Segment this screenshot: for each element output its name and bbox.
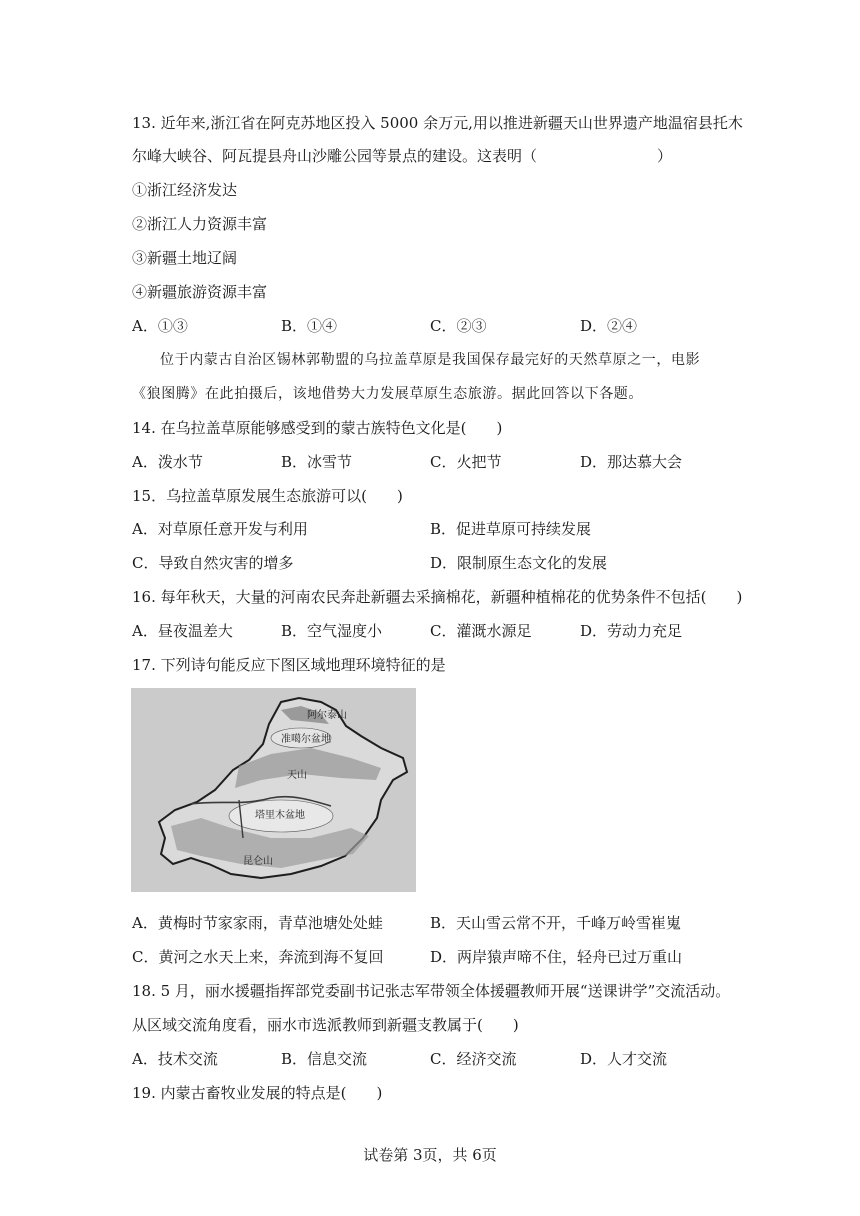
- q18-option-a: A．技术交流: [132, 1050, 218, 1068]
- q15-option-d: D．限制原生态文化的发展: [430, 554, 608, 572]
- q13-item-2: ②浙江人力资源丰富: [132, 215, 268, 233]
- q15-stem: 15．乌拉盖草原发展生态旅游可以( ): [132, 487, 403, 505]
- q17-option-b: B．天山雪云常不开，千峰万岭雪崔嵬: [430, 914, 682, 932]
- q18-option-b: B．信息交流: [281, 1050, 368, 1068]
- q17-option-c: C．黄河之水天上来，奔流到海不复回: [132, 948, 384, 966]
- q15-option-b: B．促进草原可持续发展: [430, 520, 592, 538]
- q17-option-d: D．两岸猿声啼不住，轻舟已过万重山: [430, 948, 683, 966]
- map-label-altai: 阿尔泰山: [307, 710, 347, 721]
- q16-option-c: C．灌溉水源足: [430, 622, 532, 640]
- q13-item-3: ③新疆土地辽阔: [132, 249, 238, 267]
- q16-option-a: A．昼夜温差大: [132, 622, 233, 640]
- xinjiang-map: [131, 688, 416, 892]
- q14-option-c: C．火把节: [430, 453, 502, 471]
- q18-stem-line1: 18. 5 月，丽水援疆指挥部党委副书记张志军带领全体援疆教师开展“送课讲学”交流活动。: [132, 982, 731, 1000]
- q18-stem-line2: 从区域交流角度看，丽水市选派教师到新疆支教属于( ): [132, 1016, 519, 1034]
- q15-option-a: A．对草原任意开发与利用: [132, 520, 308, 538]
- q18-option-d: D．人才交流: [580, 1050, 668, 1068]
- q16-stem: 16. 每年秋天，大量的河南农民奔赴新疆去采摘棉花，新疆种植棉花的优势条件不包括( ): [132, 588, 743, 606]
- q17-stem: 17. 下列诗句能反应下图区域地理环境特征的是: [132, 656, 446, 674]
- q13-stem-line1: 13. 近年来,浙江省在阿克苏地区投入 5000 余万元,用以推进新疆天山世界遗产地温宿县托木: [132, 114, 743, 132]
- q18-option-c: C．经济交流: [430, 1050, 517, 1068]
- q14-option-b: B．冰雪节: [281, 453, 353, 471]
- q17-option-a: A．黄梅时节家家雨，青草池塘处处蛙: [132, 914, 383, 932]
- q13-stem-line2: 尔峰大峡谷、阿瓦提县舟山沙雕公园等景点的建设。这表明（ ）: [132, 147, 673, 165]
- q13-item-1: ①浙江经济发达: [132, 181, 238, 199]
- page-footer: 试卷第 3页，共 6页: [363, 1146, 497, 1164]
- q13-option-a: A．①③: [132, 317, 188, 335]
- q14-option-d: D．那达慕大会: [580, 453, 683, 471]
- q16-option-b: B．空气湿度小: [281, 622, 383, 640]
- q19-stem: 19. 内蒙古畜牧业发展的特点是( ): [132, 1084, 383, 1102]
- q16-option-d: D．劳动力充足: [580, 622, 683, 640]
- q14-stem: 14. 在乌拉盖草原能够感受到的蒙古族特色文化是( ): [132, 419, 503, 437]
- passage-line2: 《狼图腾》在此拍摄后，该地借势大力发展草原生态旅游。据此回答以下各题。: [132, 386, 643, 402]
- passage-line1: 位于内蒙古自治区锡林郭勒盟的乌拉盖草原是我国保存最完好的天然草原之一，电影: [160, 352, 701, 368]
- q15-option-c: C．导致自然灾害的增多: [132, 554, 294, 572]
- q13-option-d: D．②④: [580, 317, 638, 335]
- map-label-junggar: 准噶尔盆地: [281, 734, 331, 745]
- q14-option-a: A．泼水节: [132, 453, 203, 471]
- map-label-kunlun: 昆仑山: [243, 856, 273, 867]
- q13-option-c: C．②③: [430, 317, 487, 335]
- map-label-tianshan: 天山: [287, 770, 307, 781]
- q13-item-4: ④新疆旅游资源丰富: [132, 283, 268, 301]
- q13-option-b: B．①④: [281, 317, 338, 335]
- map-label-tarim: 塔里木盆地: [255, 810, 305, 821]
